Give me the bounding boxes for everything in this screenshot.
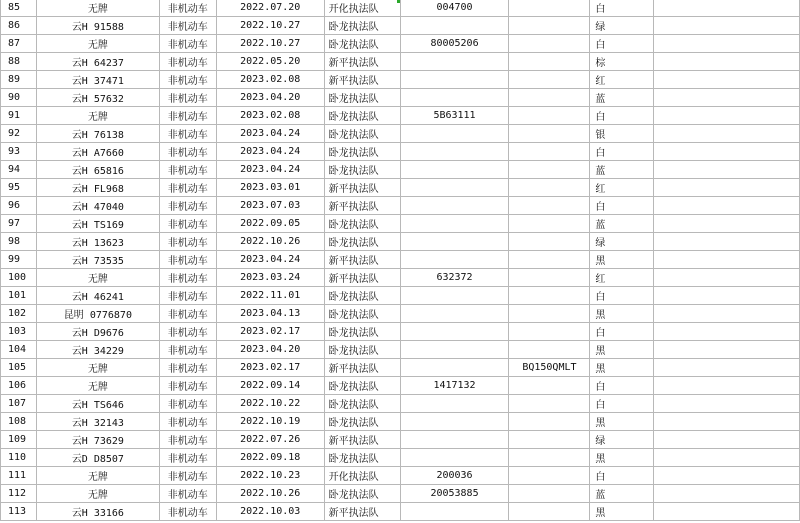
team-cell[interactable]: 开化执法队 bbox=[324, 0, 400, 17]
vehicle-type-cell[interactable]: 非机动车 bbox=[159, 197, 216, 215]
row-number-cell[interactable]: 90 bbox=[1, 89, 37, 107]
empty-cell[interactable] bbox=[654, 233, 800, 251]
date-cell[interactable]: 2022.05.20 bbox=[216, 53, 324, 71]
table-row bbox=[1, 53, 800, 71]
team-cell[interactable]: 卧龙执法队 bbox=[324, 233, 400, 251]
row-number-cell[interactable]: 87 bbox=[1, 35, 37, 53]
color-cell[interactable]: 黑 bbox=[590, 413, 654, 431]
plate-cell[interactable]: 云H 34229 bbox=[36, 341, 159, 359]
plate-cell[interactable]: 无牌 bbox=[36, 377, 159, 395]
empty-cell[interactable] bbox=[654, 53, 800, 71]
engine-number-cell[interactable]: 004700 bbox=[400, 0, 509, 17]
date-cell[interactable]: 2022.10.26 bbox=[216, 233, 324, 251]
table-row bbox=[1, 269, 800, 287]
color-cell[interactable]: 绿 bbox=[590, 233, 654, 251]
team-cell[interactable]: 卧龙执法队 bbox=[324, 215, 400, 233]
date-cell[interactable]: 2022.10.19 bbox=[216, 413, 324, 431]
color-cell[interactable]: 白 bbox=[590, 0, 654, 17]
empty-cell[interactable] bbox=[654, 287, 800, 305]
date-cell[interactable]: 2023.04.20 bbox=[216, 341, 324, 359]
plate-cell[interactable]: 云H A7660 bbox=[36, 143, 159, 161]
plate-cell[interactable]: 无牌 bbox=[36, 485, 159, 503]
engine-number-cell[interactable]: 80005206 bbox=[400, 35, 509, 53]
plate-cell[interactable]: 云H TS646 bbox=[36, 395, 159, 413]
table-row bbox=[1, 467, 800, 485]
plate-cell[interactable]: 云H 64237 bbox=[36, 53, 159, 71]
empty-cell[interactable] bbox=[654, 359, 800, 377]
engine-number-cell[interactable] bbox=[400, 251, 509, 269]
table-row bbox=[1, 233, 800, 251]
empty-cell[interactable] bbox=[654, 0, 800, 17]
engine-number-cell[interactable] bbox=[400, 503, 509, 521]
date-cell[interactable]: 2023.04.24 bbox=[216, 143, 324, 161]
color-cell[interactable]: 红 bbox=[590, 269, 654, 287]
empty-cell[interactable] bbox=[654, 485, 800, 503]
frame-number-cell[interactable] bbox=[509, 485, 590, 503]
row-number-cell[interactable]: 96 bbox=[1, 197, 37, 215]
team-cell[interactable]: 新平执法队 bbox=[324, 359, 400, 377]
color-cell[interactable]: 黑 bbox=[590, 449, 654, 467]
frame-number-cell[interactable] bbox=[509, 143, 590, 161]
color-cell[interactable]: 白 bbox=[590, 377, 654, 395]
empty-cell[interactable] bbox=[654, 467, 800, 485]
color-cell[interactable]: 黑 bbox=[590, 251, 654, 269]
team-cell[interactable]: 卧龙执法队 bbox=[324, 377, 400, 395]
frame-number-cell[interactable] bbox=[509, 269, 590, 287]
plate-cell[interactable]: 昆明 0776870 bbox=[36, 305, 159, 323]
plate-cell[interactable]: 云H 65816 bbox=[36, 161, 159, 179]
team-cell[interactable]: 卧龙执法队 bbox=[324, 125, 400, 143]
team-cell[interactable]: 新平执法队 bbox=[324, 53, 400, 71]
color-cell[interactable]: 蓝 bbox=[590, 89, 654, 107]
date-cell[interactable]: 2023.02.17 bbox=[216, 359, 324, 377]
vehicle-type-cell[interactable]: 非机动车 bbox=[159, 107, 216, 125]
frame-number-cell[interactable] bbox=[509, 467, 590, 485]
color-cell[interactable]: 白 bbox=[590, 197, 654, 215]
vehicle-type-cell[interactable]: 非机动车 bbox=[159, 341, 216, 359]
table-row bbox=[1, 413, 800, 431]
table-row bbox=[1, 395, 800, 413]
color-cell[interactable]: 蓝 bbox=[590, 485, 654, 503]
frame-number-cell[interactable] bbox=[509, 179, 590, 197]
team-cell[interactable]: 卧龙执法队 bbox=[324, 413, 400, 431]
plate-cell[interactable]: 云D D8507 bbox=[36, 449, 159, 467]
team-cell[interactable]: 卧龙执法队 bbox=[324, 107, 400, 125]
empty-cell[interactable] bbox=[654, 161, 800, 179]
engine-number-cell[interactable] bbox=[400, 305, 509, 323]
row-number-cell[interactable]: 93 bbox=[1, 143, 37, 161]
vehicle-type-cell[interactable]: 非机动车 bbox=[159, 485, 216, 503]
engine-number-cell[interactable]: 20053885 bbox=[400, 485, 509, 503]
empty-cell[interactable] bbox=[654, 215, 800, 233]
frame-number-cell[interactable] bbox=[509, 251, 590, 269]
engine-number-cell[interactable] bbox=[400, 179, 509, 197]
empty-cell[interactable] bbox=[654, 89, 800, 107]
color-cell[interactable]: 白 bbox=[590, 395, 654, 413]
date-cell[interactable]: 2022.11.01 bbox=[216, 287, 324, 305]
vehicle-type-cell[interactable]: 非机动车 bbox=[159, 503, 216, 521]
table-row bbox=[1, 305, 800, 323]
engine-number-cell[interactable]: 1417132 bbox=[400, 377, 509, 395]
date-cell[interactable]: 2023.04.24 bbox=[216, 251, 324, 269]
color-cell[interactable]: 棕 bbox=[590, 53, 654, 71]
vehicle-type-cell[interactable]: 非机动车 bbox=[159, 467, 216, 485]
table-row bbox=[1, 17, 800, 35]
date-cell[interactable]: 2022.10.22 bbox=[216, 395, 324, 413]
table-row bbox=[1, 449, 800, 467]
engine-number-cell[interactable] bbox=[400, 17, 509, 35]
engine-number-cell[interactable] bbox=[400, 413, 509, 431]
empty-cell[interactable] bbox=[654, 107, 800, 125]
frame-number-cell[interactable] bbox=[509, 395, 590, 413]
empty-cell[interactable] bbox=[654, 35, 800, 53]
team-cell[interactable]: 卧龙执法队 bbox=[324, 395, 400, 413]
row-number-cell[interactable]: 107 bbox=[1, 395, 37, 413]
engine-number-cell[interactable] bbox=[400, 341, 509, 359]
table-row bbox=[1, 107, 800, 125]
frame-number-cell[interactable] bbox=[509, 197, 590, 215]
engine-number-cell[interactable]: 5B63111 bbox=[400, 107, 509, 125]
frame-number-cell[interactable] bbox=[509, 413, 590, 431]
row-number-cell[interactable]: 88 bbox=[1, 53, 37, 71]
vehicle-type-cell[interactable]: 非机动车 bbox=[159, 251, 216, 269]
empty-cell[interactable] bbox=[654, 251, 800, 269]
row-number-cell[interactable]: 105 bbox=[1, 359, 37, 377]
date-cell[interactable]: 2022.07.20 bbox=[216, 0, 324, 17]
team-cell[interactable]: 卧龙执法队 bbox=[324, 35, 400, 53]
date-cell[interactable]: 2023.04.24 bbox=[216, 161, 324, 179]
row-number-cell[interactable]: 98 bbox=[1, 233, 37, 251]
row-number-cell[interactable]: 111 bbox=[1, 467, 37, 485]
date-cell[interactable]: 2023.02.08 bbox=[216, 71, 324, 89]
table-row bbox=[1, 503, 800, 521]
row-number-cell[interactable]: 106 bbox=[1, 377, 37, 395]
table-row bbox=[1, 35, 800, 53]
engine-number-cell[interactable]: 632372 bbox=[400, 269, 509, 287]
plate-cell[interactable]: 云H 47040 bbox=[36, 197, 159, 215]
empty-cell[interactable] bbox=[654, 179, 800, 197]
plate-cell[interactable]: 云H 73535 bbox=[36, 251, 159, 269]
color-cell[interactable]: 银 bbox=[590, 125, 654, 143]
engine-number-cell[interactable] bbox=[400, 125, 509, 143]
team-cell[interactable]: 新平执法队 bbox=[324, 503, 400, 521]
color-cell[interactable]: 绿 bbox=[590, 431, 654, 449]
color-cell[interactable]: 白 bbox=[590, 287, 654, 305]
row-number-cell[interactable]: 86 bbox=[1, 17, 37, 35]
table-row bbox=[1, 431, 800, 449]
table-row bbox=[1, 215, 800, 233]
table-row bbox=[1, 485, 800, 503]
color-cell[interactable]: 红 bbox=[590, 71, 654, 89]
vehicle-type-cell[interactable]: 非机动车 bbox=[159, 359, 216, 377]
color-cell[interactable]: 绿 bbox=[590, 17, 654, 35]
empty-cell[interactable] bbox=[654, 305, 800, 323]
vehicle-type-cell[interactable]: 非机动车 bbox=[159, 287, 216, 305]
empty-cell[interactable] bbox=[654, 449, 800, 467]
engine-number-cell[interactable] bbox=[400, 449, 509, 467]
row-number-cell[interactable]: 103 bbox=[1, 323, 37, 341]
empty-cell[interactable] bbox=[654, 269, 800, 287]
empty-cell[interactable] bbox=[654, 503, 800, 521]
empty-cell[interactable] bbox=[654, 323, 800, 341]
color-cell[interactable]: 蓝 bbox=[590, 215, 654, 233]
team-cell[interactable]: 新平执法队 bbox=[324, 251, 400, 269]
color-cell[interactable]: 白 bbox=[590, 323, 654, 341]
date-cell[interactable]: 2022.10.23 bbox=[216, 467, 324, 485]
plate-cell[interactable]: 云H 73629 bbox=[36, 431, 159, 449]
row-number-cell[interactable]: 100 bbox=[1, 269, 37, 287]
plate-cell[interactable]: 云H 46241 bbox=[36, 287, 159, 305]
color-cell[interactable]: 白 bbox=[590, 467, 654, 485]
vehicle-type-cell[interactable]: 非机动车 bbox=[159, 161, 216, 179]
row-number-cell[interactable]: 92 bbox=[1, 125, 37, 143]
color-cell[interactable]: 黑 bbox=[590, 503, 654, 521]
vehicle-type-cell[interactable]: 非机动车 bbox=[159, 233, 216, 251]
team-cell[interactable]: 卧龙执法队 bbox=[324, 17, 400, 35]
frame-number-cell[interactable] bbox=[509, 233, 590, 251]
frame-number-cell[interactable] bbox=[509, 431, 590, 449]
team-cell[interactable]: 卧龙执法队 bbox=[324, 89, 400, 107]
date-cell[interactable]: 2022.07.26 bbox=[216, 431, 324, 449]
team-cell[interactable]: 新平执法队 bbox=[324, 179, 400, 197]
date-cell[interactable]: 2022.09.18 bbox=[216, 449, 324, 467]
frame-number-cell[interactable] bbox=[509, 0, 590, 17]
date-cell[interactable]: 2022.10.27 bbox=[216, 35, 324, 53]
vehicle-type-cell[interactable]: 非机动车 bbox=[159, 377, 216, 395]
date-cell[interactable]: 2023.03.24 bbox=[216, 269, 324, 287]
table-row bbox=[1, 341, 800, 359]
vehicle-type-cell[interactable]: 非机动车 bbox=[159, 449, 216, 467]
table-row bbox=[1, 71, 800, 89]
engine-number-cell[interactable] bbox=[400, 395, 509, 413]
plate-cell[interactable]: 云H 33166 bbox=[36, 503, 159, 521]
team-cell[interactable]: 新平执法队 bbox=[324, 197, 400, 215]
engine-number-cell[interactable] bbox=[400, 323, 509, 341]
team-cell[interactable]: 卧龙执法队 bbox=[324, 341, 400, 359]
row-number-cell[interactable]: 97 bbox=[1, 215, 37, 233]
row-number-cell[interactable]: 94 bbox=[1, 161, 37, 179]
color-cell[interactable]: 黑 bbox=[590, 341, 654, 359]
vehicle-type-cell[interactable]: 非机动车 bbox=[159, 215, 216, 233]
date-cell[interactable]: 2023.04.20 bbox=[216, 89, 324, 107]
team-cell[interactable]: 新平执法队 bbox=[324, 71, 400, 89]
date-cell[interactable]: 2023.04.13 bbox=[216, 305, 324, 323]
team-cell[interactable]: 卧龙执法队 bbox=[324, 449, 400, 467]
row-number-cell[interactable]: 95 bbox=[1, 179, 37, 197]
engine-number-cell[interactable] bbox=[400, 161, 509, 179]
frame-number-cell[interactable] bbox=[509, 215, 590, 233]
date-cell[interactable]: 2023.02.08 bbox=[216, 107, 324, 125]
color-cell[interactable]: 黑 bbox=[590, 359, 654, 377]
vehicle-type-cell[interactable]: 非机动车 bbox=[159, 89, 216, 107]
color-cell[interactable]: 白 bbox=[590, 107, 654, 125]
frame-number-cell[interactable] bbox=[509, 305, 590, 323]
vehicle-type-cell[interactable]: 非机动车 bbox=[159, 431, 216, 449]
engine-number-cell[interactable] bbox=[400, 143, 509, 161]
team-cell[interactable]: 卧龙执法队 bbox=[324, 143, 400, 161]
plate-cell[interactable]: 云H 91588 bbox=[36, 17, 159, 35]
plate-cell[interactable]: 云H FL968 bbox=[36, 179, 159, 197]
table-row bbox=[1, 359, 800, 377]
date-cell[interactable]: 2022.10.03 bbox=[216, 503, 324, 521]
date-cell[interactable]: 2023.03.01 bbox=[216, 179, 324, 197]
row-number-cell[interactable]: 104 bbox=[1, 341, 37, 359]
frame-number-cell[interactable] bbox=[509, 89, 590, 107]
plate-cell[interactable]: 无牌 bbox=[36, 269, 159, 287]
engine-number-cell[interactable] bbox=[400, 359, 509, 377]
table-row bbox=[1, 323, 800, 341]
frame-number-cell[interactable] bbox=[509, 449, 590, 467]
vehicle-type-cell[interactable]: 非机动车 bbox=[159, 17, 216, 35]
frame-number-cell[interactable] bbox=[509, 503, 590, 521]
empty-cell[interactable] bbox=[654, 413, 800, 431]
vehicle-type-cell[interactable]: 非机动车 bbox=[159, 53, 216, 71]
frame-number-cell[interactable] bbox=[509, 161, 590, 179]
date-cell[interactable]: 2023.02.17 bbox=[216, 323, 324, 341]
empty-cell[interactable] bbox=[654, 197, 800, 215]
vehicle-type-cell[interactable]: 非机动车 bbox=[159, 413, 216, 431]
empty-cell[interactable] bbox=[654, 125, 800, 143]
vehicle-type-cell[interactable]: 非机动车 bbox=[159, 35, 216, 53]
plate-cell[interactable]: 云H 76138 bbox=[36, 125, 159, 143]
date-cell[interactable]: 2022.09.05 bbox=[216, 215, 324, 233]
date-cell[interactable]: 2022.09.14 bbox=[216, 377, 324, 395]
team-cell[interactable]: 卧龙执法队 bbox=[324, 323, 400, 341]
vehicle-type-cell[interactable]: 非机动车 bbox=[159, 0, 216, 17]
team-cell[interactable]: 卧龙执法队 bbox=[324, 305, 400, 323]
team-cell[interactable]: 新平执法队 bbox=[324, 431, 400, 449]
team-cell[interactable]: 卧龙执法队 bbox=[324, 287, 400, 305]
plate-cell[interactable]: 云H 32143 bbox=[36, 413, 159, 431]
color-cell[interactable]: 白 bbox=[590, 143, 654, 161]
plate-cell[interactable]: 无牌 bbox=[36, 107, 159, 125]
table-row bbox=[1, 179, 800, 197]
row-number-cell[interactable]: 101 bbox=[1, 287, 37, 305]
color-cell[interactable]: 蓝 bbox=[590, 161, 654, 179]
plate-cell[interactable]: 无牌 bbox=[36, 35, 159, 53]
engine-number-cell[interactable] bbox=[400, 197, 509, 215]
color-cell[interactable]: 红 bbox=[590, 179, 654, 197]
frame-number-cell[interactable] bbox=[509, 71, 590, 89]
frame-number-cell[interactable]: BQ150QMLT bbox=[509, 359, 590, 377]
team-cell[interactable]: 卧龙执法队 bbox=[324, 485, 400, 503]
engine-number-cell[interactable] bbox=[400, 215, 509, 233]
engine-number-cell[interactable] bbox=[400, 71, 509, 89]
plate-cell[interactable]: 无牌 bbox=[36, 0, 159, 17]
frame-number-cell[interactable] bbox=[509, 17, 590, 35]
frame-number-cell[interactable] bbox=[509, 107, 590, 125]
vehicle-type-cell[interactable]: 非机动车 bbox=[159, 143, 216, 161]
row-number-cell[interactable]: 112 bbox=[1, 485, 37, 503]
plate-cell[interactable]: 云H 57632 bbox=[36, 89, 159, 107]
engine-number-cell[interactable] bbox=[400, 233, 509, 251]
vehicle-type-cell[interactable]: 非机动车 bbox=[159, 305, 216, 323]
row-number-cell[interactable]: 110 bbox=[1, 449, 37, 467]
engine-number-cell[interactable] bbox=[400, 287, 509, 305]
table-row bbox=[1, 197, 800, 215]
date-cell[interactable]: 2023.04.24 bbox=[216, 125, 324, 143]
row-number-cell[interactable]: 109 bbox=[1, 431, 37, 449]
empty-cell[interactable] bbox=[654, 431, 800, 449]
team-cell[interactable]: 新平执法队 bbox=[324, 269, 400, 287]
engine-number-cell[interactable] bbox=[400, 89, 509, 107]
plate-cell[interactable]: 云H 13623 bbox=[36, 233, 159, 251]
color-cell[interactable]: 白 bbox=[590, 35, 654, 53]
table-row bbox=[1, 143, 800, 161]
empty-cell[interactable] bbox=[654, 377, 800, 395]
date-cell[interactable]: 2023.07.03 bbox=[216, 197, 324, 215]
row-number-cell[interactable]: 89 bbox=[1, 71, 37, 89]
plate-cell[interactable]: 无牌 bbox=[36, 359, 159, 377]
row-number-cell[interactable]: 113 bbox=[1, 503, 37, 521]
vehicle-type-cell[interactable]: 非机动车 bbox=[159, 269, 216, 287]
plate-cell[interactable]: 云H TS169 bbox=[36, 215, 159, 233]
empty-cell[interactable] bbox=[654, 143, 800, 161]
engine-number-cell[interactable]: 200036 bbox=[400, 467, 509, 485]
row-number-cell[interactable]: 102 bbox=[1, 305, 37, 323]
vehicle-type-cell[interactable]: 非机动车 bbox=[159, 179, 216, 197]
table-row bbox=[1, 287, 800, 305]
vehicle-type-cell[interactable]: 非机动车 bbox=[159, 323, 216, 341]
table-row bbox=[1, 0, 800, 17]
row-number-cell[interactable]: 108 bbox=[1, 413, 37, 431]
frame-number-cell[interactable] bbox=[509, 53, 590, 71]
frame-number-cell[interactable] bbox=[509, 125, 590, 143]
frame-number-cell[interactable] bbox=[509, 35, 590, 53]
frame-number-cell[interactable] bbox=[509, 323, 590, 341]
table-row bbox=[1, 377, 800, 395]
frame-number-cell[interactable] bbox=[509, 341, 590, 359]
row-number-cell[interactable]: 99 bbox=[1, 251, 37, 269]
date-cell[interactable]: 2022.10.27 bbox=[216, 17, 324, 35]
plate-cell[interactable]: 无牌 bbox=[36, 467, 159, 485]
vehicle-type-cell[interactable]: 非机动车 bbox=[159, 71, 216, 89]
table-row bbox=[1, 161, 800, 179]
color-cell[interactable]: 黑 bbox=[590, 305, 654, 323]
date-cell[interactable]: 2022.10.26 bbox=[216, 485, 324, 503]
frame-number-cell[interactable] bbox=[509, 287, 590, 305]
engine-number-cell[interactable] bbox=[400, 431, 509, 449]
table-row bbox=[1, 251, 800, 269]
plate-cell[interactable]: 云H 37471 bbox=[36, 71, 159, 89]
empty-cell[interactable] bbox=[654, 341, 800, 359]
row-number-cell[interactable]: 91 bbox=[1, 107, 37, 125]
empty-cell[interactable] bbox=[654, 17, 800, 35]
engine-number-cell[interactable] bbox=[400, 53, 509, 71]
team-cell[interactable]: 开化执法队 bbox=[324, 467, 400, 485]
empty-cell[interactable] bbox=[654, 71, 800, 89]
vehicle-type-cell[interactable]: 非机动车 bbox=[159, 125, 216, 143]
table-body bbox=[1, 0, 800, 521]
table-row bbox=[1, 125, 800, 143]
row-number-cell[interactable]: 85 bbox=[1, 0, 37, 17]
team-cell[interactable]: 卧龙执法队 bbox=[324, 161, 400, 179]
vehicle-type-cell[interactable]: 非机动车 bbox=[159, 395, 216, 413]
table-row bbox=[1, 89, 800, 107]
frame-number-cell[interactable] bbox=[509, 377, 590, 395]
empty-cell[interactable] bbox=[654, 395, 800, 413]
plate-cell[interactable]: 云H D9676 bbox=[36, 323, 159, 341]
